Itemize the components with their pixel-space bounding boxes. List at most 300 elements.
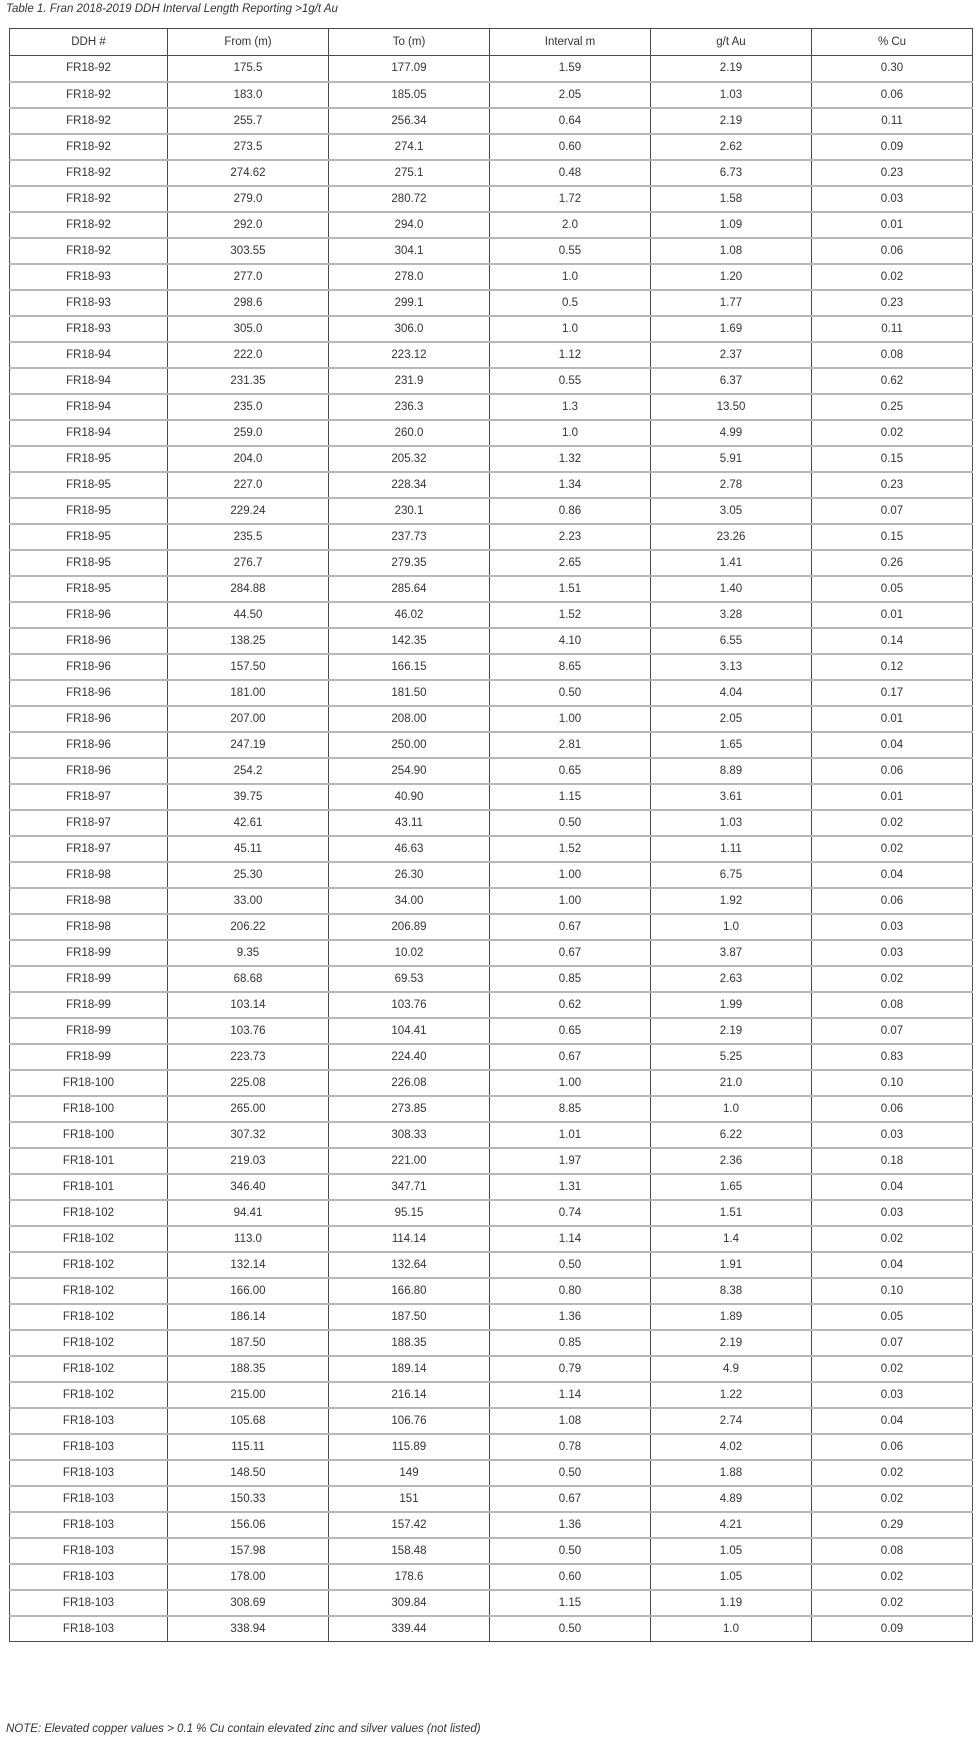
cell-to: 221.00 — [329, 1148, 490, 1174]
cell-ddh: FR18-103 — [10, 1486, 168, 1512]
cell-to: 236.3 — [329, 394, 490, 420]
cell-cu: 0.02 — [812, 1460, 973, 1486]
cell-ddh: FR18-101 — [10, 1148, 168, 1174]
cell-ddh: FR18-94 — [10, 394, 168, 420]
table-row — [10, 784, 973, 810]
table-row — [10, 940, 973, 966]
cell-interval: 0.5 — [490, 290, 651, 316]
cell-ddh: FR18-96 — [10, 680, 168, 706]
cell-to: 189.14 — [329, 1356, 490, 1382]
cell-au: 1.51 — [651, 1200, 812, 1226]
cell-from: 105.68 — [168, 1408, 329, 1434]
cell-cu: 0.15 — [812, 524, 973, 550]
cell-au: 1.22 — [651, 1382, 812, 1408]
table-row — [10, 1070, 973, 1096]
cell-ddh: FR18-100 — [10, 1122, 168, 1148]
cell-to: 304.1 — [329, 238, 490, 264]
cell-to: 10.02 — [329, 940, 490, 966]
cell-ddh: FR18-97 — [10, 810, 168, 836]
cell-interval: 1.72 — [490, 186, 651, 212]
cell-ddh: FR18-103 — [10, 1512, 168, 1538]
cell-ddh: FR18-95 — [10, 550, 168, 576]
cell-au: 5.25 — [651, 1044, 812, 1070]
cell-interval: 0.48 — [490, 160, 651, 186]
cell-to: 26.30 — [329, 862, 490, 888]
cell-from: 273.5 — [168, 134, 329, 160]
cell-interval: 1.08 — [490, 1408, 651, 1434]
cell-cu: 0.08 — [812, 992, 973, 1018]
cell-au: 1.0 — [651, 1096, 812, 1122]
cell-interval: 1.14 — [490, 1226, 651, 1252]
table-row — [10, 550, 973, 576]
cell-cu: 0.03 — [812, 1382, 973, 1408]
cell-from: 206.22 — [168, 914, 329, 940]
cell-cu: 0.09 — [812, 134, 973, 160]
cell-from: 223.73 — [168, 1044, 329, 1070]
cell-from: 231.35 — [168, 368, 329, 394]
cell-from: 156.06 — [168, 1512, 329, 1538]
cell-interval: 1.51 — [490, 576, 651, 602]
cell-au: 3.87 — [651, 940, 812, 966]
cell-interval: 1.00 — [490, 706, 651, 732]
cell-to: 166.80 — [329, 1278, 490, 1304]
table-row — [10, 524, 973, 550]
cell-au: 1.03 — [651, 82, 812, 108]
cell-au: 2.62 — [651, 134, 812, 160]
cell-to: 205.32 — [329, 446, 490, 472]
cell-to: 237.73 — [329, 524, 490, 550]
table-row — [10, 290, 973, 316]
cell-to: 69.53 — [329, 966, 490, 992]
table-row — [10, 1590, 973, 1616]
cell-interval: 1.00 — [490, 1070, 651, 1096]
cell-to: 228.34 — [329, 472, 490, 498]
table-row — [10, 108, 973, 134]
column-header-from: From (m) — [168, 29, 329, 56]
cell-from: 229.24 — [168, 498, 329, 524]
cell-ddh: FR18-94 — [10, 368, 168, 394]
cell-from: 181.00 — [168, 680, 329, 706]
cell-cu: 0.06 — [812, 758, 973, 784]
cell-interval: 1.12 — [490, 342, 651, 368]
cell-ddh: FR18-99 — [10, 992, 168, 1018]
table-row — [10, 238, 973, 264]
cell-from: 175.5 — [168, 56, 329, 82]
cell-au: 1.65 — [651, 732, 812, 758]
cell-ddh: FR18-92 — [10, 82, 168, 108]
cell-cu: 0.01 — [812, 212, 973, 238]
table-row — [10, 1044, 973, 1070]
table-row — [10, 1356, 973, 1382]
cell-au: 1.19 — [651, 1590, 812, 1616]
cell-cu: 0.03 — [812, 186, 973, 212]
cell-au: 8.89 — [651, 758, 812, 784]
cell-cu: 0.06 — [812, 1096, 973, 1122]
cell-interval: 0.50 — [490, 1252, 651, 1278]
cell-ddh: FR18-95 — [10, 472, 168, 498]
cell-cu: 0.02 — [812, 1226, 973, 1252]
cell-cu: 0.04 — [812, 862, 973, 888]
cell-cu: 0.02 — [812, 264, 973, 290]
table-row — [10, 420, 973, 446]
cell-to: 157.42 — [329, 1512, 490, 1538]
cell-au: 2.37 — [651, 342, 812, 368]
cell-to: 188.35 — [329, 1330, 490, 1356]
cell-interval: 1.0 — [490, 420, 651, 446]
cell-au: 1.0 — [651, 914, 812, 940]
cell-ddh: FR18-99 — [10, 1018, 168, 1044]
cell-ddh: FR18-103 — [10, 1538, 168, 1564]
table-row — [10, 810, 973, 836]
table-row — [10, 654, 973, 680]
cell-from: 298.6 — [168, 290, 329, 316]
cell-interval: 0.67 — [490, 1044, 651, 1070]
table-row — [10, 1226, 973, 1252]
cell-cu: 0.06 — [812, 1434, 973, 1460]
cell-ddh: FR18-96 — [10, 628, 168, 654]
cell-to: 299.1 — [329, 290, 490, 316]
cell-from: 219.03 — [168, 1148, 329, 1174]
cell-from: 138.25 — [168, 628, 329, 654]
cell-interval: 0.50 — [490, 1538, 651, 1564]
cell-ddh: FR18-92 — [10, 108, 168, 134]
cell-from: 39.75 — [168, 784, 329, 810]
cell-to: 132.64 — [329, 1252, 490, 1278]
cell-cu: 0.02 — [812, 836, 973, 862]
cell-to: 187.50 — [329, 1304, 490, 1330]
table-row — [10, 1330, 973, 1356]
cell-ddh: FR18-101 — [10, 1174, 168, 1200]
cell-cu: 0.06 — [812, 238, 973, 264]
cell-cu: 0.03 — [812, 1200, 973, 1226]
cell-au: 1.41 — [651, 550, 812, 576]
cell-au: 1.05 — [651, 1538, 812, 1564]
cell-interval: 0.62 — [490, 992, 651, 1018]
table-row — [10, 264, 973, 290]
cell-interval: 2.05 — [490, 82, 651, 108]
table-body — [10, 56, 973, 1642]
cell-interval: 0.65 — [490, 758, 651, 784]
cell-ddh: FR18-96 — [10, 602, 168, 628]
cell-interval: 0.64 — [490, 108, 651, 134]
cell-au: 6.75 — [651, 862, 812, 888]
cell-to: 206.89 — [329, 914, 490, 940]
cell-from: 276.7 — [168, 550, 329, 576]
table-row — [10, 862, 973, 888]
cell-to: 185.05 — [329, 82, 490, 108]
cell-from: 307.32 — [168, 1122, 329, 1148]
table-row — [10, 1018, 973, 1044]
cell-interval: 1.0 — [490, 264, 651, 290]
table-row — [10, 342, 973, 368]
cell-to: 181.50 — [329, 680, 490, 706]
interval-table — [9, 28, 973, 1642]
cell-au: 2.36 — [651, 1148, 812, 1174]
cell-au: 5.91 — [651, 446, 812, 472]
cell-from: 103.76 — [168, 1018, 329, 1044]
cell-from: 207.00 — [168, 706, 329, 732]
table-header — [10, 29, 973, 56]
cell-au: 1.4 — [651, 1226, 812, 1252]
cell-ddh: FR18-92 — [10, 212, 168, 238]
cell-ddh: FR18-96 — [10, 732, 168, 758]
table-row — [10, 732, 973, 758]
cell-to: 226.08 — [329, 1070, 490, 1096]
cell-from: 254.2 — [168, 758, 329, 784]
cell-from: 183.0 — [168, 82, 329, 108]
cell-cu: 0.05 — [812, 1304, 973, 1330]
cell-to: 223.12 — [329, 342, 490, 368]
cell-au: 3.05 — [651, 498, 812, 524]
cell-au: 2.78 — [651, 472, 812, 498]
cell-to: 231.9 — [329, 368, 490, 394]
cell-interval: 0.55 — [490, 238, 651, 264]
cell-interval: 1.00 — [490, 862, 651, 888]
cell-cu: 0.23 — [812, 290, 973, 316]
cell-interval: 1.0 — [490, 316, 651, 342]
cell-from: 186.14 — [168, 1304, 329, 1330]
table-row — [10, 758, 973, 784]
cell-to: 260.0 — [329, 420, 490, 446]
cell-to: 142.35 — [329, 628, 490, 654]
cell-interval: 1.52 — [490, 836, 651, 862]
cell-cu: 0.07 — [812, 1018, 973, 1044]
cell-cu: 0.23 — [812, 472, 973, 498]
cell-interval: 2.81 — [490, 732, 651, 758]
cell-to: 278.0 — [329, 264, 490, 290]
cell-ddh: FR18-94 — [10, 420, 168, 446]
cell-from: 215.00 — [168, 1382, 329, 1408]
cell-cu: 0.10 — [812, 1278, 973, 1304]
cell-au: 13.50 — [651, 394, 812, 420]
cell-to: 166.15 — [329, 654, 490, 680]
cell-to: 95.15 — [329, 1200, 490, 1226]
cell-interval: 8.85 — [490, 1096, 651, 1122]
cell-ddh: FR18-97 — [10, 836, 168, 862]
cell-from: 235.5 — [168, 524, 329, 550]
table-row — [10, 1200, 973, 1226]
cell-au: 2.19 — [651, 1330, 812, 1356]
cell-interval: 2.65 — [490, 550, 651, 576]
cell-ddh: FR18-93 — [10, 264, 168, 290]
cell-ddh: FR18-102 — [10, 1356, 168, 1382]
cell-cu: 0.07 — [812, 1330, 973, 1356]
cell-interval: 1.52 — [490, 602, 651, 628]
cell-ddh: FR18-93 — [10, 316, 168, 342]
table-row — [10, 134, 973, 160]
cell-ddh: FR18-102 — [10, 1382, 168, 1408]
cell-to: 104.41 — [329, 1018, 490, 1044]
table-row — [10, 186, 973, 212]
cell-cu: 0.07 — [812, 498, 973, 524]
cell-cu: 0.06 — [812, 888, 973, 914]
cell-cu: 0.18 — [812, 1148, 973, 1174]
table-row — [10, 628, 973, 654]
table-row — [10, 706, 973, 732]
cell-to: 250.00 — [329, 732, 490, 758]
cell-au: 1.99 — [651, 992, 812, 1018]
cell-au: 1.05 — [651, 1564, 812, 1590]
cell-to: 308.33 — [329, 1122, 490, 1148]
cell-cu: 0.30 — [812, 56, 973, 82]
cell-to: 115.89 — [329, 1434, 490, 1460]
cell-cu: 0.10 — [812, 1070, 973, 1096]
cell-cu: 0.02 — [812, 420, 973, 446]
table-row — [10, 160, 973, 186]
cell-ddh: FR18-100 — [10, 1096, 168, 1122]
cell-au: 2.05 — [651, 706, 812, 732]
cell-au: 1.89 — [651, 1304, 812, 1330]
cell-au: 6.73 — [651, 160, 812, 186]
cell-from: 25.30 — [168, 862, 329, 888]
table-row — [10, 602, 973, 628]
cell-ddh: FR18-103 — [10, 1434, 168, 1460]
cell-cu: 0.03 — [812, 940, 973, 966]
cell-to: 103.76 — [329, 992, 490, 1018]
cell-interval: 8.65 — [490, 654, 651, 680]
cell-au: 4.04 — [651, 680, 812, 706]
cell-from: 44.50 — [168, 602, 329, 628]
cell-from: 132.14 — [168, 1252, 329, 1278]
cell-ddh: FR18-95 — [10, 576, 168, 602]
cell-to: 208.00 — [329, 706, 490, 732]
cell-ddh: FR18-98 — [10, 862, 168, 888]
cell-ddh: FR18-92 — [10, 186, 168, 212]
cell-interval: 0.50 — [490, 1460, 651, 1486]
cell-from: 188.35 — [168, 1356, 329, 1382]
cell-interval: 1.15 — [490, 784, 651, 810]
cell-interval: 0.67 — [490, 914, 651, 940]
cell-interval: 1.3 — [490, 394, 651, 420]
cell-au: 21.0 — [651, 1070, 812, 1096]
cell-cu: 0.02 — [812, 1564, 973, 1590]
cell-to: 34.00 — [329, 888, 490, 914]
cell-to: 224.40 — [329, 1044, 490, 1070]
cell-to: 275.1 — [329, 160, 490, 186]
cell-from: 113.0 — [168, 1226, 329, 1252]
table-row — [10, 1148, 973, 1174]
cell-to: 279.35 — [329, 550, 490, 576]
cell-ddh: FR18-95 — [10, 498, 168, 524]
cell-from: 235.0 — [168, 394, 329, 420]
cell-from: 308.69 — [168, 1590, 329, 1616]
cell-to: 274.1 — [329, 134, 490, 160]
cell-interval: 1.36 — [490, 1512, 651, 1538]
cell-from: 157.98 — [168, 1538, 329, 1564]
cell-ddh: FR18-97 — [10, 784, 168, 810]
column-header-interval: Interval m — [490, 29, 651, 56]
cell-interval: 0.79 — [490, 1356, 651, 1382]
cell-ddh: FR18-92 — [10, 134, 168, 160]
cell-interval: 0.65 — [490, 1018, 651, 1044]
cell-ddh: FR18-102 — [10, 1252, 168, 1278]
cell-from: 178.00 — [168, 1564, 329, 1590]
cell-interval: 4.10 — [490, 628, 651, 654]
cell-cu: 0.83 — [812, 1044, 973, 1070]
cell-interval: 1.36 — [490, 1304, 651, 1330]
cell-from: 103.14 — [168, 992, 329, 1018]
cell-interval: 0.74 — [490, 1200, 651, 1226]
cell-au: 3.28 — [651, 602, 812, 628]
cell-interval: 0.60 — [490, 134, 651, 160]
cell-au: 4.02 — [651, 1434, 812, 1460]
cell-au: 3.13 — [651, 654, 812, 680]
cell-interval: 0.50 — [490, 1616, 651, 1642]
cell-to: 273.85 — [329, 1096, 490, 1122]
table-row — [10, 1460, 973, 1486]
cell-au: 1.0 — [651, 1616, 812, 1642]
cell-au: 1.08 — [651, 238, 812, 264]
cell-interval: 0.67 — [490, 1486, 651, 1512]
cell-cu: 0.04 — [812, 1174, 973, 1200]
cell-cu: 0.02 — [812, 1590, 973, 1616]
cell-interval: 2.0 — [490, 212, 651, 238]
table-row — [10, 56, 973, 82]
table-row — [10, 914, 973, 940]
cell-ddh: FR18-93 — [10, 290, 168, 316]
cell-to: 114.14 — [329, 1226, 490, 1252]
cell-au: 1.88 — [651, 1460, 812, 1486]
column-header-ddh: DDH # — [10, 29, 168, 56]
cell-from: 115.11 — [168, 1434, 329, 1460]
cell-to: 254.90 — [329, 758, 490, 784]
table-row — [10, 888, 973, 914]
cell-au: 1.11 — [651, 836, 812, 862]
cell-cu: 0.09 — [812, 1616, 973, 1642]
table-row — [10, 1174, 973, 1200]
cell-ddh: FR18-102 — [10, 1304, 168, 1330]
cell-cu: 0.15 — [812, 446, 973, 472]
cell-cu: 0.12 — [812, 654, 973, 680]
cell-au: 6.37 — [651, 368, 812, 394]
cell-cu: 0.06 — [812, 82, 973, 108]
cell-cu: 0.01 — [812, 784, 973, 810]
cell-cu: 0.08 — [812, 1538, 973, 1564]
cell-interval: 0.85 — [490, 1330, 651, 1356]
cell-from: 279.0 — [168, 186, 329, 212]
cell-from: 45.11 — [168, 836, 329, 862]
table-row — [10, 1304, 973, 1330]
cell-from: 204.0 — [168, 446, 329, 472]
cell-from: 277.0 — [168, 264, 329, 290]
table-row — [10, 966, 973, 992]
cell-from: 148.50 — [168, 1460, 329, 1486]
cell-to: 306.0 — [329, 316, 490, 342]
cell-to: 347.71 — [329, 1174, 490, 1200]
cell-ddh: FR18-92 — [10, 238, 168, 264]
cell-cu: 0.02 — [812, 966, 973, 992]
column-header-cu: % Cu — [812, 29, 973, 56]
cell-to: 151 — [329, 1486, 490, 1512]
cell-ddh: FR18-102 — [10, 1330, 168, 1356]
table-row — [10, 1564, 973, 1590]
cell-from: 227.0 — [168, 472, 329, 498]
cell-ddh: FR18-99 — [10, 1044, 168, 1070]
table-row — [10, 992, 973, 1018]
cell-from: 255.7 — [168, 108, 329, 134]
cell-to: 43.11 — [329, 810, 490, 836]
cell-interval: 1.15 — [490, 1590, 651, 1616]
cell-au: 4.99 — [651, 420, 812, 446]
cell-to: 256.34 — [329, 108, 490, 134]
table-row — [10, 1538, 973, 1564]
cell-from: 303.55 — [168, 238, 329, 264]
cell-from: 292.0 — [168, 212, 329, 238]
table-row — [10, 316, 973, 342]
cell-ddh: FR18-99 — [10, 940, 168, 966]
cell-to: 230.1 — [329, 498, 490, 524]
cell-to: 216.14 — [329, 1382, 490, 1408]
